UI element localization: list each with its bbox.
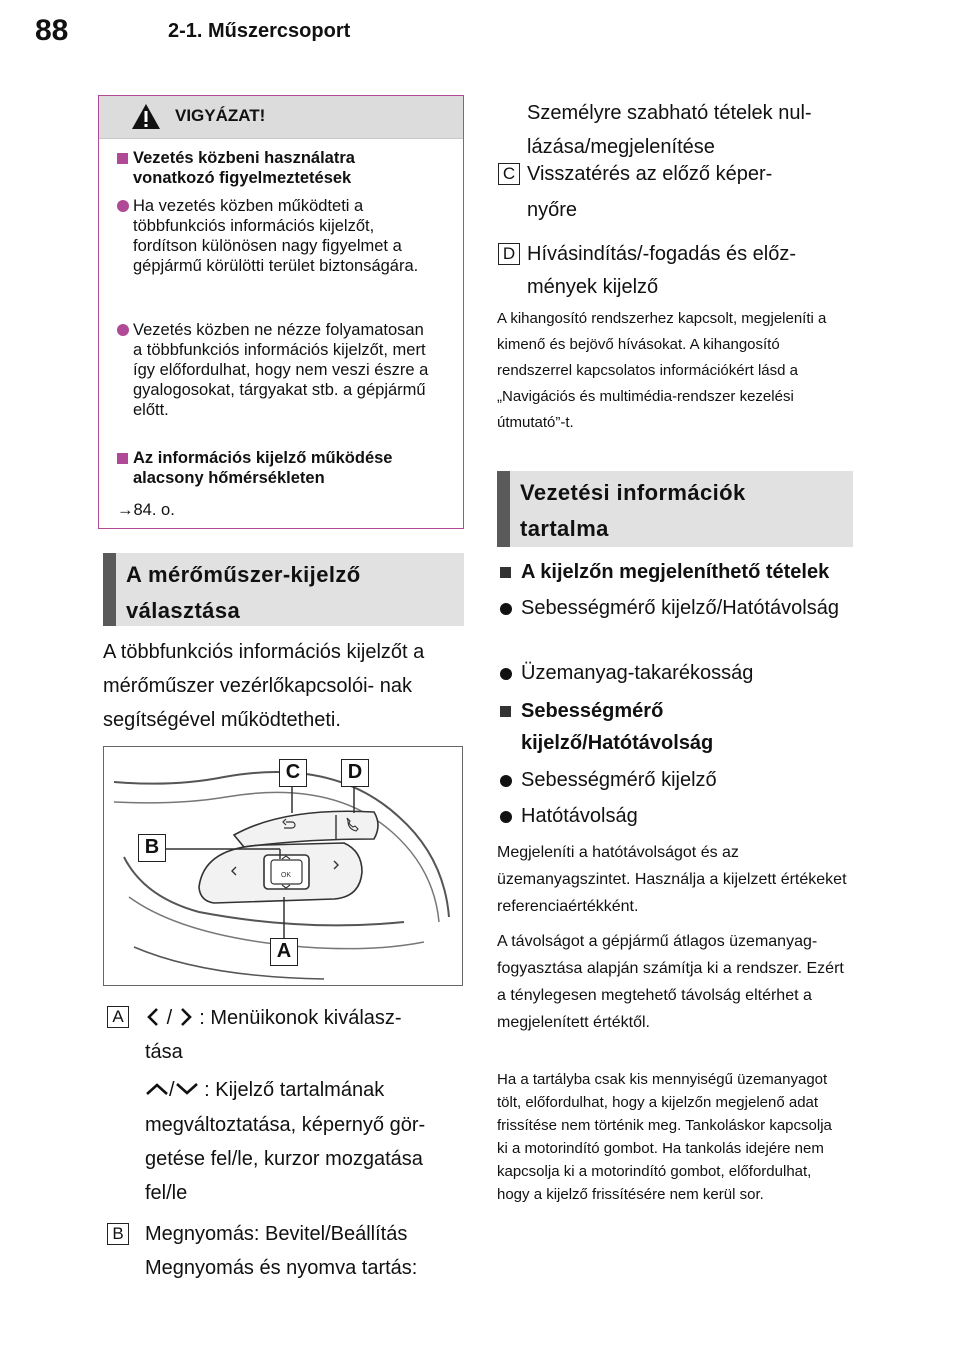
diagram-label-b: B bbox=[138, 834, 166, 862]
warning-triangle-icon bbox=[131, 103, 161, 130]
diagram-label-a: A bbox=[270, 938, 298, 966]
square-bullet-icon bbox=[500, 706, 511, 717]
a-desc-5: getése fel/le, kurzor mozgatása bbox=[145, 1148, 423, 1170]
a-line-1 bbox=[145, 1001, 465, 1035]
list-item: Sebességmérő kijelző bbox=[497, 764, 717, 796]
a-line-3 bbox=[145, 1073, 384, 1107]
square-bullet-icon bbox=[500, 567, 511, 578]
warning-text: Vezetés közben ne nézze folyamatosan a többfunkciós információs kijelzőt, mert így előfordulhat, hogy nem veszi észre a gyalogosokat, tárgyakat stb. a gépjármű előtt. bbox=[133, 321, 429, 419]
page-reference[interactable]: →84. o. bbox=[117, 501, 175, 519]
a-desc-3: : Kijelző tartalmának bbox=[204, 1079, 385, 1101]
c-desc-1: Visszatérés az előző képer- bbox=[527, 163, 773, 185]
warning-subheading: Vezetés közbeni használatra vonatkozó figyelmeztetések bbox=[133, 149, 355, 187]
c-desc-2: nyőre bbox=[527, 199, 578, 221]
chevron-left-icon bbox=[145, 1007, 161, 1027]
a-desc-1: : Menüikonok kiválasz- bbox=[199, 1007, 402, 1029]
section-title: 2-1. Műszercsoport bbox=[168, 20, 351, 42]
subheading-1: A kijelzőn megjeleníthető tételek bbox=[497, 556, 829, 588]
round-bullet-icon bbox=[500, 603, 512, 615]
chevron-up-icon bbox=[145, 1082, 169, 1096]
warning-item bbox=[117, 320, 435, 420]
a-desc-6: fel/le bbox=[145, 1182, 188, 1204]
section-heading-text: Vezetési információk tartalma bbox=[520, 480, 746, 541]
label-c: C bbox=[498, 163, 520, 185]
section-heading-text: A mérőműszer-kijelző választása bbox=[126, 562, 361, 623]
warning-item bbox=[117, 196, 435, 276]
d-desc-2: mények kijelző bbox=[527, 276, 659, 298]
a-desc-2: tása bbox=[145, 1041, 183, 1063]
warning-box bbox=[98, 95, 464, 529]
section-heading bbox=[497, 471, 853, 547]
round-bullet-icon bbox=[500, 668, 512, 680]
b-desc-1: Megnyomás: Bevitel/Beállítás bbox=[145, 1223, 408, 1245]
warning-header bbox=[99, 96, 463, 139]
section-heading bbox=[103, 553, 464, 626]
list-item: Hatótávolság bbox=[497, 800, 638, 832]
ok-button-text: OK bbox=[280, 872, 292, 879]
d-description: A kihangosító rendszerhez kapcsolt, megjeleníti a kimenő és bejövő hívásokat. A kihangosító rendszerrel kapcsolatos információkért lásd a „Navigációs és multimédia-rendszer kezelési útmutató”-t. bbox=[497, 310, 827, 431]
round-bullet-icon bbox=[117, 200, 129, 212]
chevron-down-icon bbox=[175, 1082, 199, 1096]
warning-title: VIGYÁZAT! bbox=[175, 106, 266, 125]
warning-item bbox=[117, 500, 435, 520]
label-a: A bbox=[107, 1006, 129, 1028]
chevron-right-icon bbox=[178, 1007, 194, 1027]
diagram-label-d: D bbox=[341, 759, 369, 787]
a-separator: / bbox=[166, 1007, 173, 1029]
warning-subheading: Az információs kijelző működése alacsony hőmérsékleten bbox=[133, 449, 393, 487]
warning-item bbox=[117, 448, 435, 488]
page-number: 88 bbox=[35, 14, 69, 47]
round-bullet-icon bbox=[500, 775, 512, 787]
list-item: Sebességmérő kijelző/Hatótávolság bbox=[497, 592, 847, 624]
round-bullet-icon bbox=[117, 324, 129, 336]
square-bullet-icon bbox=[117, 153, 128, 164]
paragraph: Megjeleníti a hatótávolságot és az üzemanyagszintet. Használja a kijelzett értékeket referenciaértékként. bbox=[497, 844, 847, 915]
paragraph: Ha a tartályba csak kis mennyiségű üzemanyagot tölt, előfordulhat, hogy a kijelzőn megjelenő adat frissítése nem történik meg. Tankoláskor kapcsolja ki a motorindító gombot. Ha tankolás idejére nem kapcsolja ki a motorindító gombot, előfordulhat, hogy a kijelző frissítésére nem kerül sor. bbox=[497, 1071, 832, 1203]
list-item: Üzemanyag-takarékosság bbox=[497, 657, 753, 689]
paragraph: A távolságot a gépjármű átlagos üzemanyag-fogyasztása alapján számítja ki a rendszer. Ezért a ténylegesen megtehető távolság eltérhet a megjelenített értéktől. bbox=[497, 933, 844, 1031]
intro-paragraph: A többfunkciós információs kijelzőt a mérőműszer vezérlőkapcsolói- nak segítségével működtetheti. bbox=[103, 641, 425, 731]
label-b: B bbox=[107, 1223, 129, 1245]
subheading-2: Sebességmérő kijelző/Hatótávolság bbox=[497, 695, 847, 759]
square-bullet-icon bbox=[117, 453, 128, 464]
b-desc-2: Megnyomás és nyomva tartás: bbox=[145, 1257, 418, 1279]
steering-switch-diagram bbox=[103, 746, 463, 986]
warning-item bbox=[117, 148, 435, 188]
a-desc-4: megváltoztatása, képernyő gör- bbox=[145, 1114, 426, 1136]
warning-text: Ha vezetés közben működteti a többfunkciós információs kijelzőt, fordítson különösen nagy figyelmet a gépjármű körülötti terület biztonságára. bbox=[133, 197, 419, 275]
label-d: D bbox=[498, 243, 520, 265]
round-bullet-icon bbox=[500, 811, 512, 823]
diagram-label-c: C bbox=[279, 759, 307, 787]
a-separator-2: / bbox=[169, 1079, 175, 1101]
d-desc-1: Hívásindítás/-fogadás és előz- bbox=[527, 243, 797, 265]
b-cont-1: Személyre szabható tételek nul- bbox=[527, 102, 812, 124]
b-cont-2: lázása/megjelenítése bbox=[527, 136, 715, 158]
